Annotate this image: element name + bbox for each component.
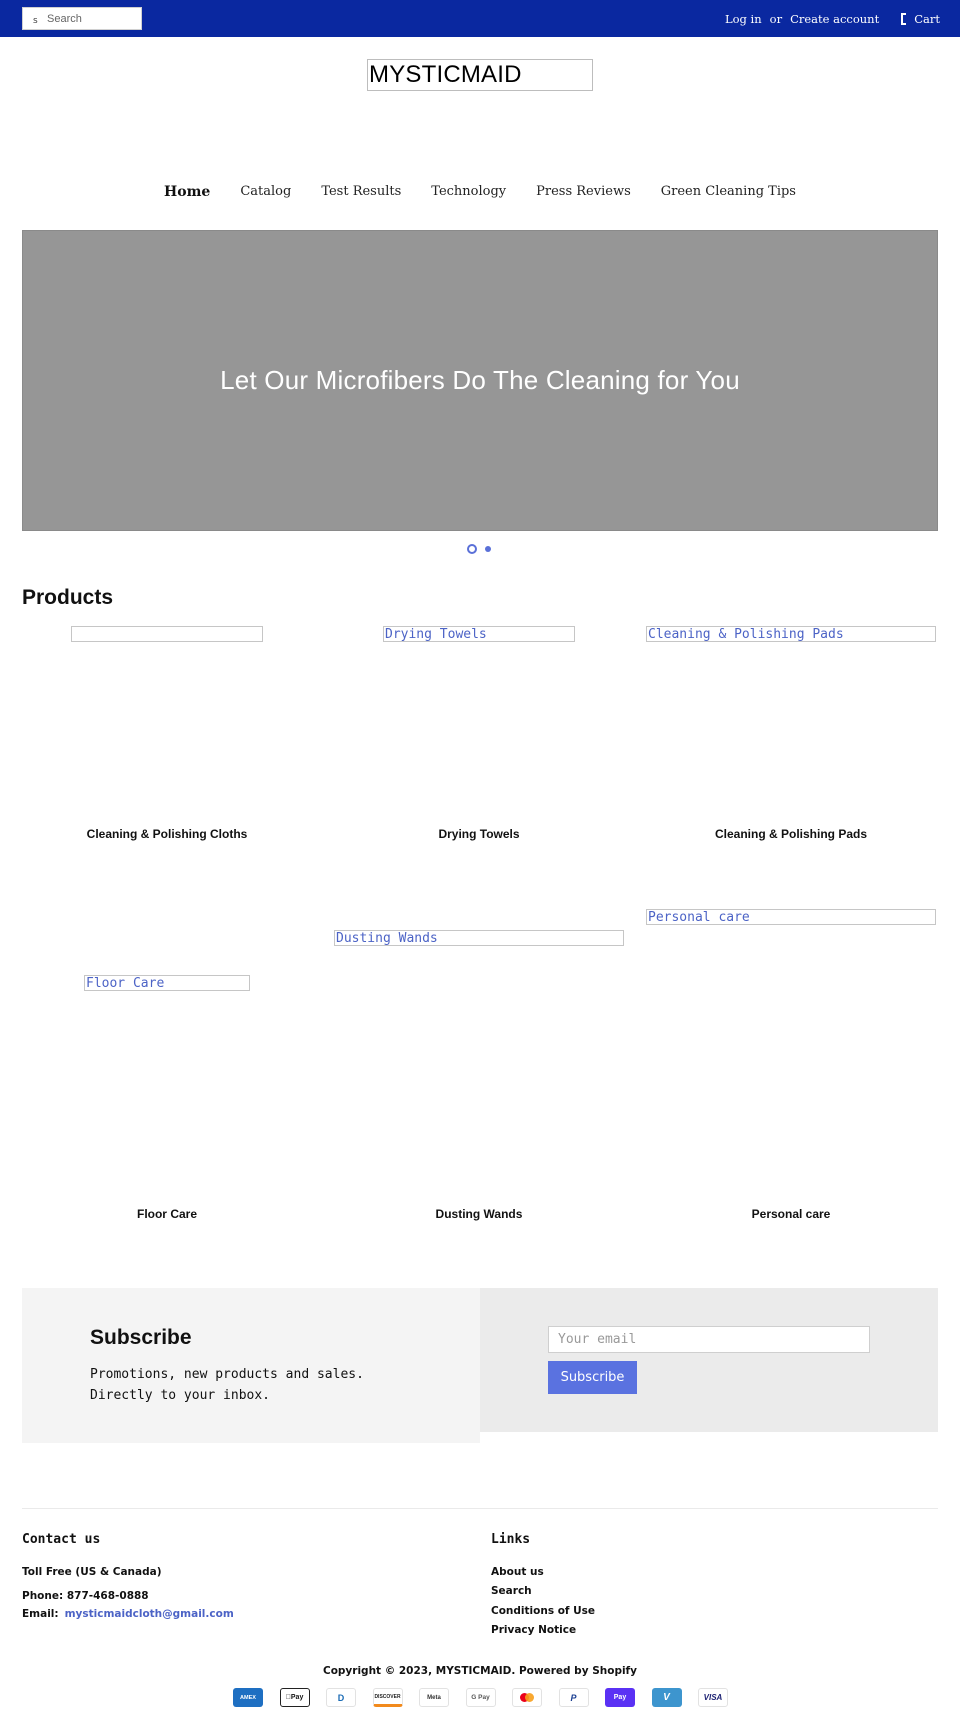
mastercard-circle-orange — [525, 1693, 534, 1702]
product-title-cleaning-polishing-pads[interactable]: Cleaning & Polishing Pads — [714, 827, 868, 841]
diners-club-icon: D — [326, 1688, 356, 1707]
links-heading: Links — [491, 1532, 531, 1547]
product-image-cleaning-polishing-cloths[interactable] — [71, 626, 263, 642]
nav-item-green-cleaning-tips[interactable]: Green Cleaning Tips — [660, 184, 796, 199]
hero-heading: Let Our Microfibers Do The Cleaning for You — [220, 365, 740, 395]
nav-item-catalog[interactable]: Catalog — [240, 184, 292, 199]
subscribe-info-panel — [22, 1288, 480, 1443]
slide-dot-2[interactable] — [485, 546, 491, 552]
product-title-dusting-wands[interactable]: Dusting Wands — [435, 1207, 523, 1221]
subscribe-button[interactable]: Subscribe — [548, 1361, 637, 1394]
shop-pay-icon: Pay — [605, 1688, 635, 1707]
nav-item-test-results[interactable]: Test Results — [321, 184, 402, 199]
nav-item-technology[interactable]: Technology — [431, 184, 507, 199]
or-separator: or — [769, 12, 783, 26]
meta-pay-icon: Meta — [419, 1688, 449, 1707]
venmo-icon: V — [652, 1688, 682, 1707]
product-image-dusting-wands[interactable]: Dusting Wands — [334, 930, 624, 946]
create-account-link[interactable]: Create account — [790, 12, 880, 26]
subscribe-description — [90, 1364, 410, 1406]
product-title-personal-care[interactable]: Personal care — [751, 1207, 831, 1221]
slideshow-dots — [467, 544, 491, 554]
cart-icon[interactable] — [901, 13, 906, 25]
apple-pay-label: Pay — [288, 1694, 301, 1701]
nav-item-press-reviews[interactable]: Press Reviews — [536, 184, 631, 199]
products-heading: Products — [22, 586, 114, 609]
hero-slideshow[interactable] — [22, 230, 938, 531]
apple-pay-icon — [280, 1688, 310, 1707]
email-link[interactable]: mysticmaidcloth@gmail.com — [64, 1608, 234, 1620]
discover-icon: DISCOVER — [373, 1688, 403, 1707]
product-title-floor-care[interactable]: Floor Care — [136, 1207, 197, 1221]
search-link[interactable]: Search — [491, 1585, 532, 1597]
privacy-notice-link[interactable]: Privacy Notice — [491, 1624, 577, 1636]
cart-link[interactable]: Cart — [914, 12, 940, 26]
search-input[interactable] — [47, 10, 139, 27]
footer-link-conditions — [491, 1604, 595, 1618]
conditions-of-use-link[interactable]: Conditions of Use — [491, 1605, 596, 1617]
about-us-link[interactable]: About us — [491, 1566, 544, 1578]
amex-icon: AMEX — [233, 1688, 263, 1707]
main-nav — [0, 181, 960, 203]
product-image-drying-towels[interactable]: Drying Towels — [383, 626, 575, 642]
subscribe-description-line-1: Promotions, new products and sales. — [90, 1367, 364, 1382]
google-pay-icon: G Pay — [466, 1688, 496, 1707]
copyright-text: Copyright © 2023, MYSTICMAID. Powered by Shopify — [323, 1665, 637, 1677]
footer-link-about-us — [491, 1565, 544, 1579]
footer-link-search — [491, 1584, 532, 1598]
email-field[interactable] — [548, 1326, 870, 1353]
mastercard-icon — [512, 1688, 542, 1707]
contact-heading: Contact us — [22, 1532, 101, 1547]
toll-free-label: Toll Free (US & Canada) — [22, 1566, 162, 1578]
site-logo[interactable]: MYSTICMAID — [367, 59, 593, 91]
login-link[interactable]: Log in — [724, 12, 762, 26]
product-image-personal-care[interactable]: Personal care — [646, 909, 936, 925]
visa-icon: VISA — [698, 1688, 728, 1707]
email-row — [22, 1607, 234, 1621]
payment-icons — [233, 1688, 745, 1707]
subscribe-heading: Subscribe — [90, 1326, 192, 1349]
top-bar — [0, 0, 960, 37]
product-image-cleaning-polishing-pads[interactable]: Cleaning & Polishing Pads — [646, 626, 936, 642]
search-icon[interactable]: s — [33, 16, 38, 26]
product-title-cleaning-polishing-cloths[interactable]: Cleaning & Polishing Cloths — [86, 827, 248, 841]
product-title-drying-towels[interactable]: Drying Towels — [438, 827, 520, 841]
email-label: Email: — [22, 1608, 59, 1620]
footer-link-privacy — [491, 1623, 576, 1637]
account-links — [725, 11, 940, 27]
phone-number: Phone: 877-468-0888 — [22, 1590, 149, 1602]
subscribe-description-line-2: Directly to your inbox. — [90, 1388, 271, 1403]
paypal-icon: P — [559, 1688, 589, 1707]
nav-item-home[interactable]: Home — [164, 184, 211, 200]
product-image-floor-care[interactable]: Floor Care — [84, 975, 250, 991]
search-box[interactable] — [22, 7, 142, 30]
subscribe-form-panel — [480, 1288, 938, 1432]
slide-dot-1[interactable] — [467, 544, 477, 554]
footer-divider — [22, 1508, 938, 1509]
